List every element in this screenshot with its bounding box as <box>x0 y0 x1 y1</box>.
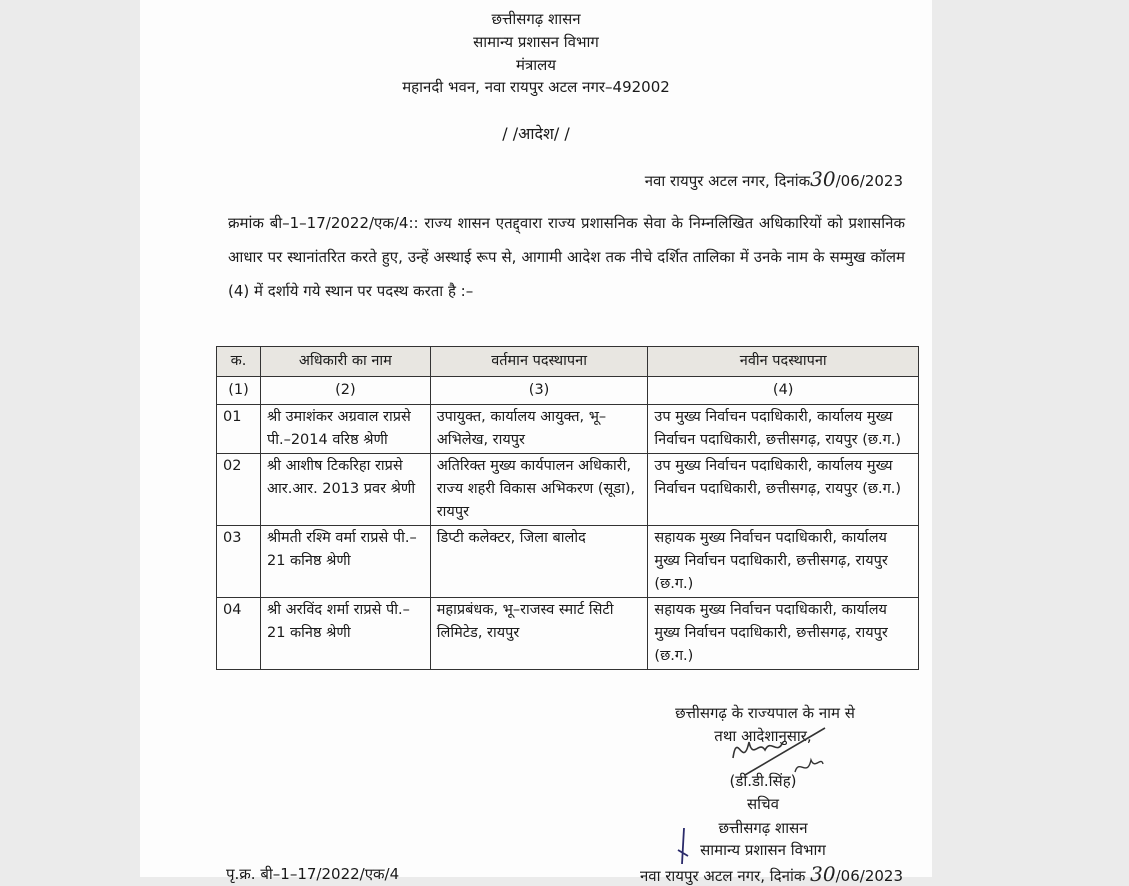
order-title: / /आदेश/ / <box>502 124 570 143</box>
column-number: (3) <box>430 377 648 405</box>
signatory-office2: सामान्य प्रशासन विभाग <box>700 841 826 859</box>
order-paragraph: क्रमांक बी–1–17/2022/एक/4:: राज्य शासन एतद्द्वारा राज्य प्रशासनिक सेवा के निम्नलिखित अधिकारियों को प्रशासनिक आधार पर स्थानांतरित करते हुए, उन्हें अस्थाई रूप से, आगामी आदेश तक नीचे दर्शित तालिका में उनके नाम के सम्मुख कॉलम (4) में दर्शाये गये स्थान पर पदस्थ करता है :– <box>228 214 905 300</box>
footer-handwritten-day: 30 <box>810 862 836 886</box>
signature-authority-line2: तथा आदेशानुसार, <box>714 727 812 745</box>
header-serial: क. <box>217 347 261 377</box>
transfer-table <box>216 346 919 670</box>
table-row <box>217 598 919 670</box>
header-new-posting: नवीन पदस्थापना <box>648 347 919 377</box>
serial-cell: 01 <box>217 405 261 454</box>
handwritten-day: 30 <box>810 167 836 191</box>
table-row <box>217 454 919 526</box>
column-number: (4) <box>648 377 919 405</box>
pen-mark <box>674 826 694 866</box>
footer-date-prefix: नवा रायपुर अटल नगर, दिनांक <box>639 867 806 885</box>
signatory-designation: सचिव <box>747 795 779 813</box>
header-government: छत्तीसगढ़ शासन <box>491 10 581 28</box>
order-date <box>645 167 903 191</box>
name-cell: श्रीमती रश्मि वर्मा राप्रसे पी.–21 कनिष्ठ श्रेणी <box>260 526 430 598</box>
current-posting-cell: उपायुक्त, कार्यालय आयुक्त, भू–अभिलेख, रायपुर <box>430 405 648 454</box>
signatory-office1: छत्तीसगढ़ शासन <box>718 819 808 837</box>
footer-date-rest: /06/2023 <box>835 867 903 885</box>
current-posting-cell: डिप्टी कलेक्टर, जिला बालोद <box>430 526 648 598</box>
header-department: सामान्य प्रशासन विभाग <box>473 33 599 51</box>
name-cell: श्री आशीष टिकरिहा राप्रसे आर.आर. 2013 प्रवर श्रेणी <box>260 454 430 526</box>
header-officer-name: अधिकारी का नाम <box>260 347 430 377</box>
current-posting-cell: महाप्रबंधक, भू–राजस्व स्मार्ट सिटी लिमिटेड, रायपुर <box>430 598 648 670</box>
serial-cell: 04 <box>217 598 261 670</box>
column-number: (1) <box>217 377 261 405</box>
table-header-row <box>217 347 919 377</box>
header-ministry: मंत्रालय <box>515 56 556 74</box>
current-posting-cell: अतिरिक्त मुख्य कार्यपालन अधिकारी, राज्य शहरी विकास अभिकरण (सूडा), रायपुर <box>430 454 648 526</box>
signatory-name: (डी.डी.सिंह) <box>729 772 797 790</box>
endorsement-number: पृ.क्र. बी–1–17/2022/एक/4 <box>226 865 400 883</box>
new-posting-cell: उप मुख्य निर्वाचन पदाधिकारी, कार्यालय मुख्य निर्वाचन पदाधिकारी, छत्तीसगढ़, रायपुर (छ.ग.) <box>648 405 919 454</box>
header-address: महानदी भवन, नवा रायपुर अटल नगर–492002 <box>402 78 670 96</box>
name-cell: श्री अरविंद शर्मा राप्रसे पी.–21 कनिष्ठ श्रेणी <box>260 598 430 670</box>
name-cell: श्री उमाशंकर अग्रवाल राप्रसे पी.–2014 वरिष्ठ श्रेणी <box>260 405 430 454</box>
serial-cell: 03 <box>217 526 261 598</box>
column-number-row <box>217 377 919 405</box>
signature-authority-line1: छत्तीसगढ़ के राज्यपाल के नाम से <box>675 704 855 722</box>
column-number: (2) <box>260 377 430 405</box>
date-rest: /06/2023 <box>835 172 903 190</box>
new-posting-cell: उप मुख्य निर्वाचन पदाधिकारी, कार्यालय मुख्य निर्वाचन पदाधिकारी, छत्तीसगढ़, रायपुर (छ.ग.) <box>648 454 919 526</box>
serial-cell: 02 <box>217 454 261 526</box>
table-row <box>217 405 919 454</box>
header-current-posting: वर्तमान पदस्थापना <box>430 347 648 377</box>
new-posting-cell: सहायक मुख्य निर्वाचन पदाधिकारी, कार्यालय मुख्य निर्वाचन पदाधिकारी, छत्तीसगढ़, रायपुर (छ.ग.) <box>648 598 919 670</box>
document-page <box>140 0 932 886</box>
table-row <box>217 526 919 598</box>
date-prefix: नवा रायपुर अटल नगर, दिनांक <box>644 172 811 190</box>
new-posting-cell: सहायक मुख्य निर्वाचन पदाधिकारी, कार्यालय मुख्य निर्वाचन पदाधिकारी, छत्तीसगढ़, रायपुर (छ.ग.) <box>648 526 919 598</box>
footer-date <box>640 862 903 886</box>
